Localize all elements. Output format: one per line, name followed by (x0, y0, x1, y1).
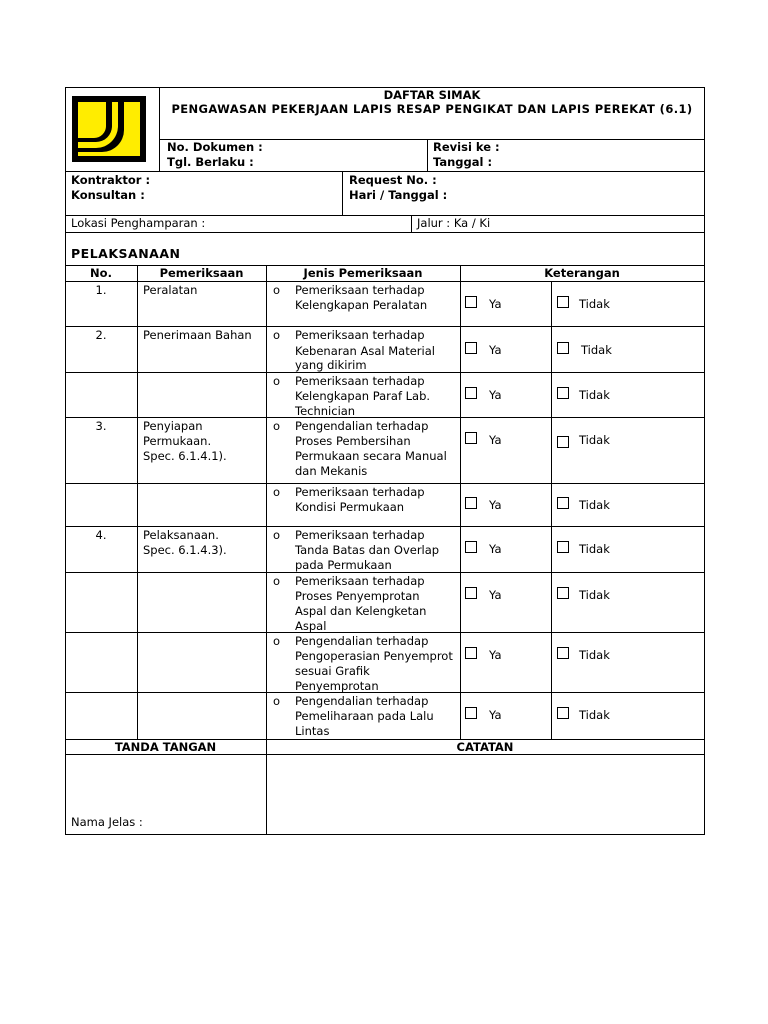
ya-label: Ya (489, 343, 502, 357)
jenis-text: Pengendalian terhadap (295, 634, 429, 648)
jenis-text: Aspal (295, 619, 327, 633)
jenis-text: Penyemprotan (295, 679, 379, 693)
pemeriksaan-text: Peralatan (143, 283, 198, 297)
pemeriksaan-text: Spec. 6.1.4.3). (143, 543, 227, 557)
row-number: 1. (95, 283, 107, 297)
ya-label: Ya (489, 498, 502, 512)
jenis-text: yang dikirim (295, 358, 367, 372)
row-number: 2. (95, 328, 107, 342)
ya-label: Ya (489, 297, 502, 311)
jenis-text: Permukaan secara Manual (295, 449, 447, 463)
tidak-label: Tidak (579, 708, 610, 722)
ya-checkbox[interactable] (465, 541, 477, 553)
revisi-label: Revisi ke : (433, 140, 500, 154)
ya-label: Ya (489, 708, 502, 722)
ya-label: Ya (489, 588, 502, 602)
pemeriksaan-text: Spec. 6.1.4.1). (143, 449, 227, 463)
jenis-text: Pemeliharaan pada Lalu (295, 709, 434, 723)
tidak-checkbox[interactable] (557, 497, 569, 509)
tidak-checkbox[interactable] (557, 647, 569, 659)
bullet: o (273, 419, 281, 433)
no-dokumen-label: No. Dokumen : (167, 140, 263, 154)
jenis-text: Pemeriksaan terhadap (295, 574, 425, 588)
jenis-text: Aspal dan Kelengketan (295, 604, 427, 618)
request-no-label: Request No. : (349, 173, 437, 187)
tidak-label: Tidak (579, 297, 610, 311)
tidak-label: Tidak (579, 588, 610, 602)
tgl-berlaku-label: Tgl. Berlaku : (167, 155, 254, 169)
ya-label: Ya (489, 648, 502, 662)
jalur-label: Jalur : Ka / Ki (417, 216, 491, 230)
jenis-text: Proses Pembersihan (295, 434, 411, 448)
jenis-text: Pemeriksaan terhadap (295, 528, 425, 542)
jenis-text: Lintas (295, 724, 330, 738)
tidak-checkbox[interactable] (557, 296, 569, 308)
tanggal-label: Tanggal : (433, 155, 493, 169)
row-number: 4. (95, 528, 107, 542)
pu-logo (72, 96, 146, 162)
bullet: o (273, 574, 281, 588)
bullet: o (273, 485, 281, 499)
jenis-text: Tanda Batas dan Overlap (295, 543, 440, 557)
jenis-text: dan Mekanis (295, 464, 368, 478)
jenis-text: Pengendalian terhadap (295, 694, 429, 708)
ya-checkbox[interactable] (465, 387, 477, 399)
lokasi-label: Lokasi Penghamparan : (71, 216, 206, 230)
jenis-text: sesuai Grafik (295, 664, 370, 678)
tidak-label: Tidak (579, 542, 610, 556)
jenis-text: Pemeriksaan terhadap (295, 485, 425, 499)
ya-checkbox[interactable] (465, 497, 477, 509)
bullet: o (273, 328, 281, 342)
jenis-text: Kelengkapan Paraf Lab. (295, 389, 431, 403)
jenis-text: pada Permukaan (295, 558, 392, 572)
jenis-text: Kelengkapan Peralatan (295, 298, 428, 312)
tidak-label: Tidak (579, 433, 610, 447)
tidak-checkbox[interactable] (557, 587, 569, 599)
jenis-text: Kondisi Permukaan (295, 500, 405, 514)
tidak-label: Tidak (579, 648, 610, 662)
tidak-checkbox[interactable] (557, 387, 569, 399)
tidak-label: Tidak (579, 498, 610, 512)
pemeriksaan-text: Permukaan. (143, 434, 212, 448)
jenis-text: Pengoperasian Penyemprot (295, 649, 453, 663)
jenis-text: Pemeriksaan terhadap (295, 328, 425, 342)
jenis-text: Proses Penyemprotan (295, 589, 420, 603)
kontraktor-label: Kontraktor : (71, 173, 151, 187)
tidak-checkbox[interactable] (557, 342, 569, 354)
tidak-checkbox[interactable] (557, 436, 569, 448)
catatan-area[interactable] (267, 755, 704, 834)
form-subtitle: PENGAWASAN PEKERJAAN LAPIS RESAP PENGIKAT DAN LAPIS PEREKAT (6.1) (171, 102, 693, 116)
ya-checkbox[interactable] (465, 707, 477, 719)
col-header-pemeriksaan: Pemeriksaan (159, 266, 244, 280)
tanda-tangan-header: TANDA TANGAN (114, 740, 217, 754)
tidak-label: Tidak (581, 343, 612, 357)
nama-jelas-label: Nama Jelas : (71, 815, 143, 829)
col-header-jenis: Jenis Pemeriksaan (303, 266, 423, 280)
ya-checkbox[interactable] (465, 342, 477, 354)
pemeriksaan-text: Penerimaan Bahan (143, 328, 252, 342)
ya-checkbox[interactable] (465, 587, 477, 599)
bullet: o (273, 374, 281, 388)
bullet: o (273, 528, 281, 542)
bullet: o (273, 283, 281, 297)
ya-checkbox[interactable] (465, 647, 477, 659)
konsultan-label: Konsultan : (71, 188, 145, 202)
form-title: DAFTAR SIMAK (383, 88, 481, 102)
ya-label: Ya (489, 542, 502, 556)
hari-tanggal-label: Hari / Tanggal : (349, 188, 448, 202)
catatan-header: CATATAN (456, 740, 514, 754)
bullet: o (273, 634, 281, 648)
jenis-text: Pemeriksaan terhadap (295, 374, 425, 388)
jenis-text: Pengendalian terhadap (295, 419, 429, 433)
col-header-keterangan: Keterangan (544, 266, 620, 280)
row-number: 3. (95, 419, 107, 433)
tidak-checkbox[interactable] (557, 541, 569, 553)
ya-label: Ya (489, 433, 502, 447)
ya-checkbox[interactable] (465, 432, 477, 444)
pemeriksaan-text: Pelaksanaan. (143, 528, 219, 542)
jenis-text: Pemeriksaan terhadap (295, 283, 425, 297)
bullet: o (273, 694, 281, 708)
tidak-label: Tidak (579, 388, 610, 402)
col-header-no: No. (90, 266, 112, 280)
tidak-checkbox[interactable] (557, 707, 569, 719)
ya-checkbox[interactable] (465, 296, 477, 308)
jenis-text: Technician (295, 404, 356, 418)
ya-label: Ya (489, 388, 502, 402)
pemeriksaan-text: Penyiapan (143, 419, 203, 433)
jenis-text: Kebenaran Asal Material (295, 344, 435, 358)
section-title: PELAKSANAAN (71, 246, 181, 261)
